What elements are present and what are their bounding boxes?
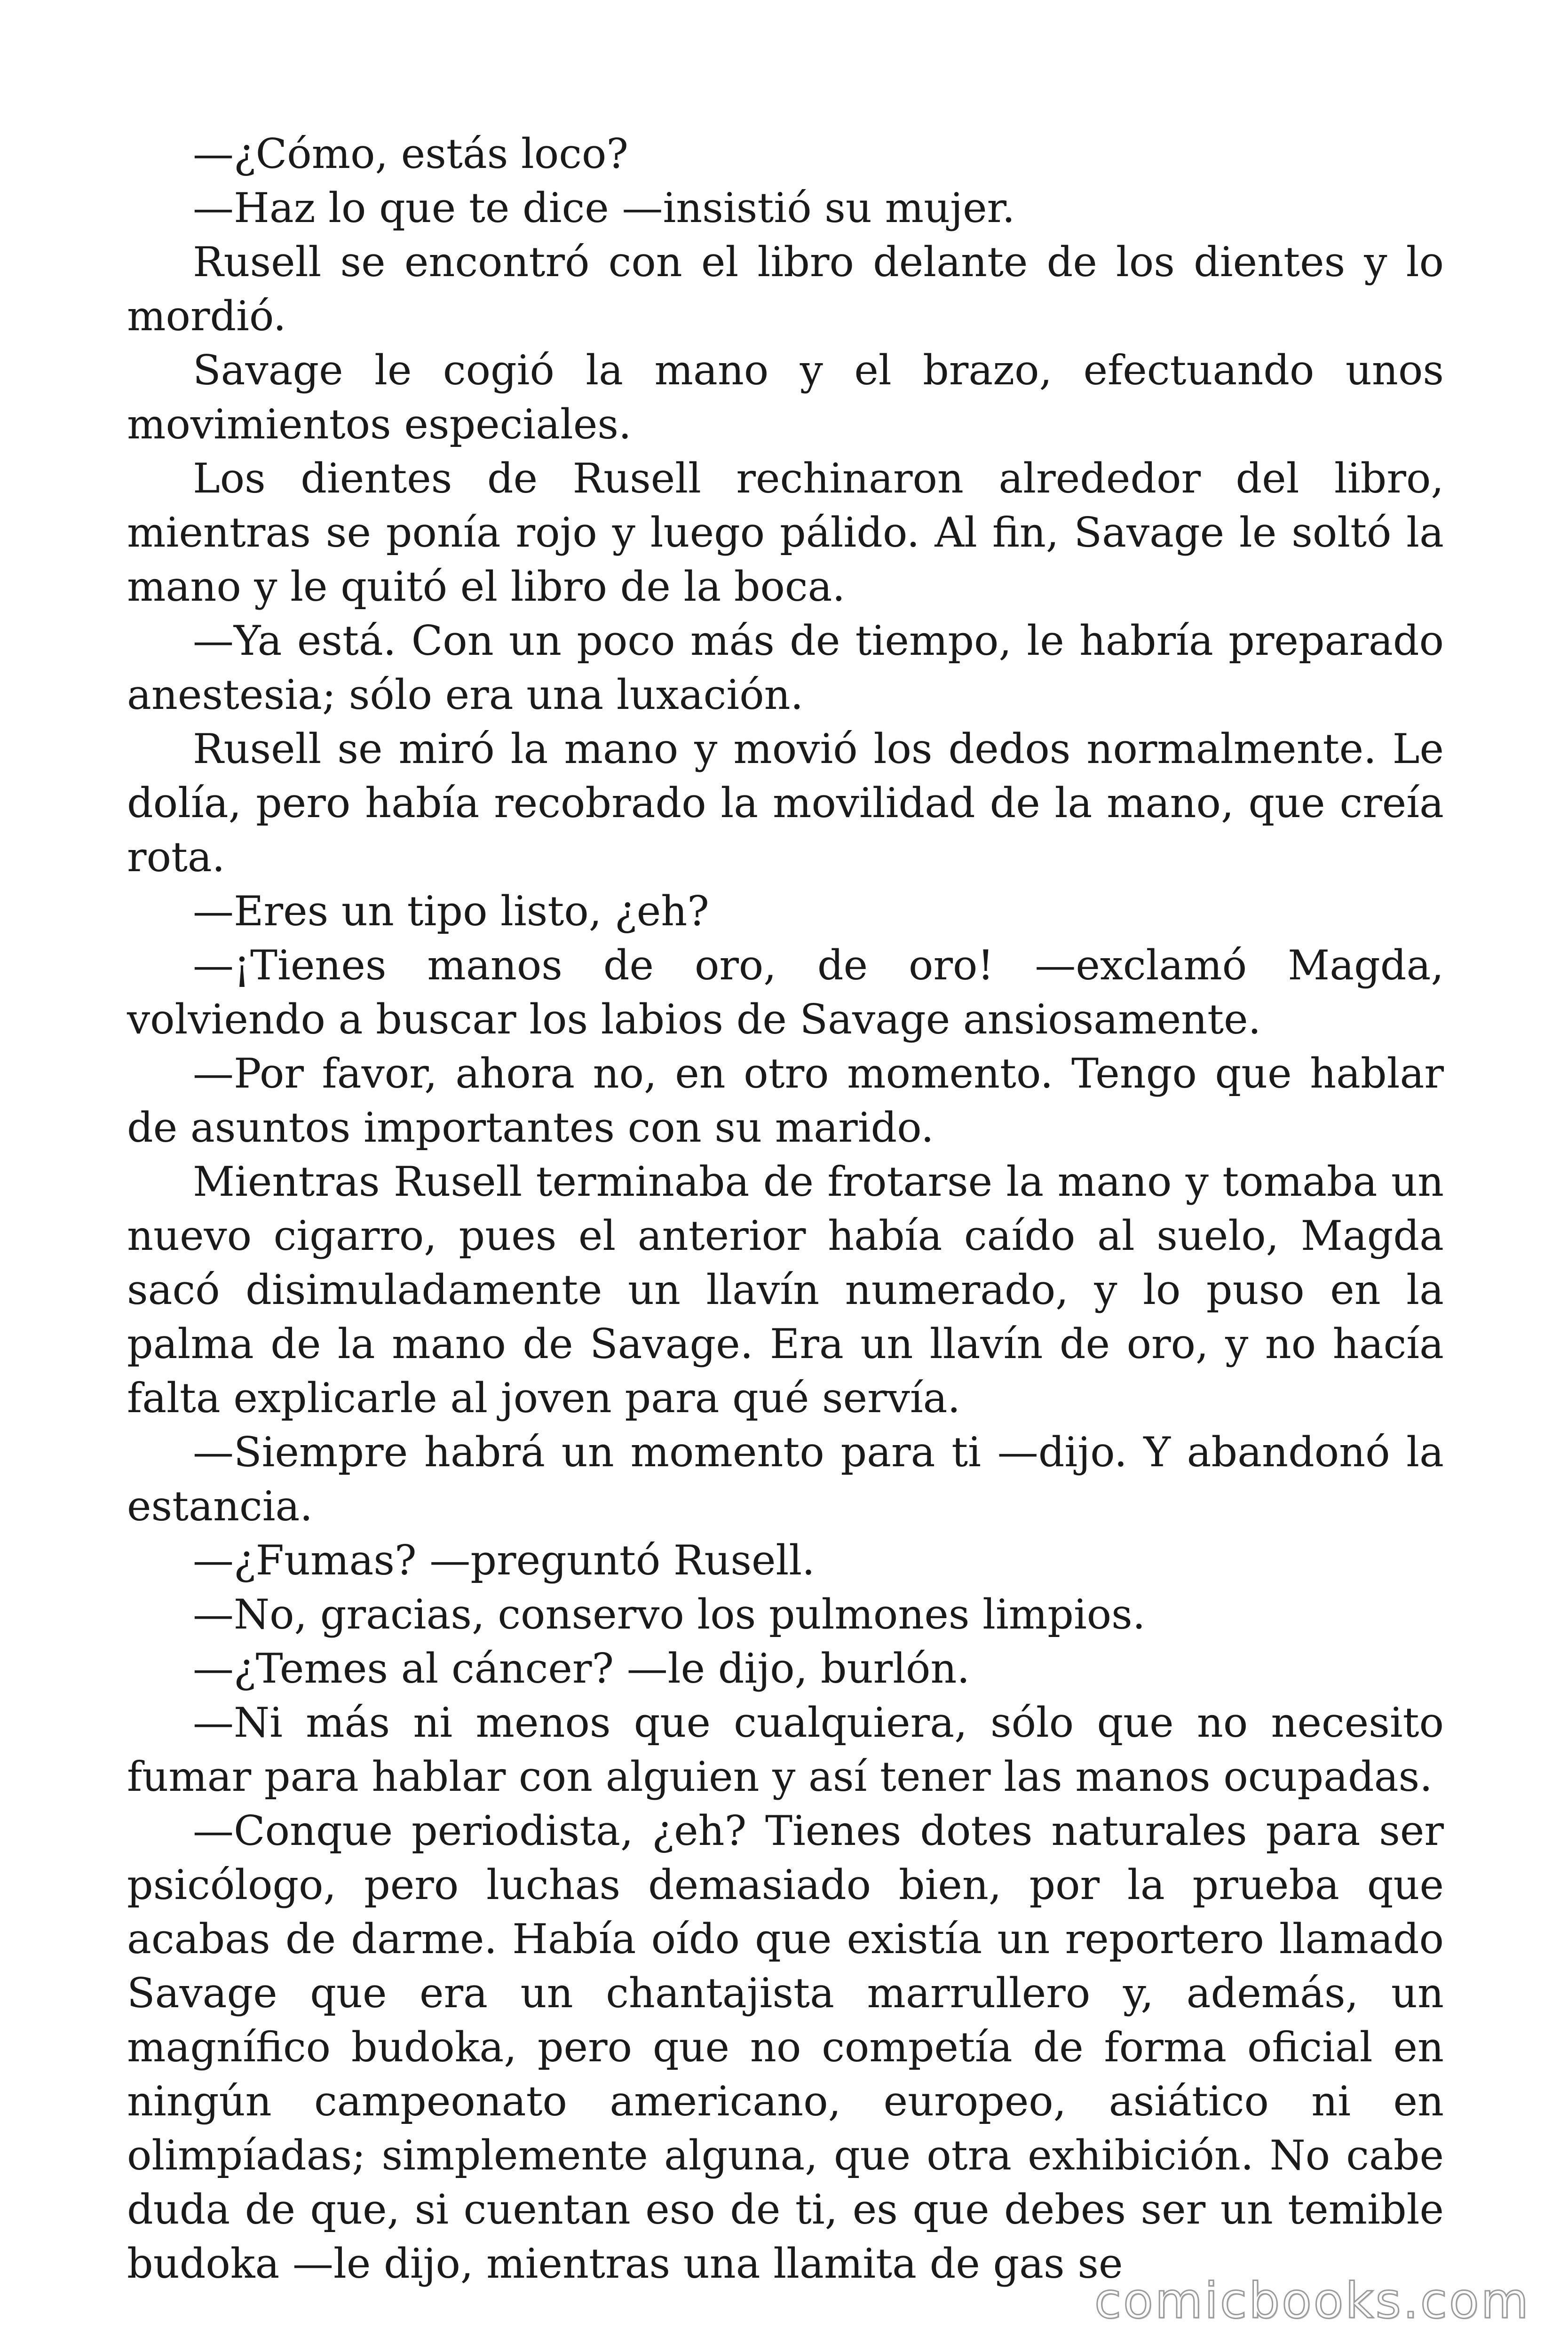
paragraph: —¿Temes al cáncer? —le dijo, burlón. [193, 1645, 970, 1692]
paragraph: —No, gracias, conservo los pulmones limpios. [193, 1590, 1146, 1638]
paragraph: —Siempre habrá un momento para ti —dijo. Y abandonó la estancia. [127, 1428, 1444, 1530]
paragraph: Rusell se encontró con el libro delante de los dientes y lo mordió. [127, 238, 1444, 340]
paragraph: —¿Cómo, estás loco? [193, 130, 628, 178]
paragraph: —Conque periodista, ¿eh? Tienes dotes naturales para ser psicólogo, pero luchas demasiado bien, por la prueba que acabas de darme. Había oído que existía un reportero llamado Savage que era un chantajista marrullero y, además, un magnífico budoka, pero que no competía de forma oficial en ningún campeonato americano, europeo, asiático ni en olimpíadas; simplemente alguna, que otra exhibición. No cabe duda de que, si cuentan eso de ti, es que debes ser un temible budoka —le dijo, mientras una llamita de gas se [127, 1807, 1444, 2288]
paragraph: —Por favor, ahora no, en otro momento. Tengo que hablar de asuntos importantes con su marido. [127, 1049, 1444, 1152]
paragraph: Los dientes de Rusell rechinaron alrededor del libro, mientras se ponía rojo y luego pálido. Al fin, Savage le soltó la mano y le quitó el libro de la boca. [127, 454, 1444, 611]
paragraph: Rusell se miró la mano y movió los dedos normalmente. Le dolía, pero había recobrado la movilidad de la mano, que creía rota. [127, 725, 1444, 881]
paragraph: —¿Fumas? —preguntó Rusell. [193, 1536, 815, 1584]
paragraph: —Haz lo que te dice —insistió su mujer. [193, 184, 1015, 232]
paragraph: —Ya está. Con un poco más de tiempo, le habría preparado anestesia; sólo era una luxación. [127, 617, 1444, 719]
paragraph: —¡Tienes manos de oro, de oro! —exclamó Magda, volviendo a buscar los labios de Savage ansiosamente. [127, 941, 1444, 1043]
paragraph: Mientras Rusell terminaba de frotarse la mano y tomaba un nuevo cigarro, pues el anterior había caído al suelo, Magda sacó disimuladamente un llavín numerado, y lo puso en la palma de la mano de Savage. Era un llavín de oro, y no hacía falta explicarle al joven para qué servía. [127, 1158, 1444, 1422]
paragraph: —Eres un tipo listo, ¿eh? [193, 887, 709, 935]
paragraph: —Ni más ni menos que cualquiera, sólo que no necesito fumar para hablar con alguien y así tener las manos ocupadas. [127, 1699, 1444, 1801]
paragraph: Savage le cogió la mano y el brazo, efectuando unos movimientos especiales. [127, 346, 1444, 448]
page-body [127, 127, 1444, 2291]
watermark: comicbooks.com [1094, 2272, 1530, 2329]
